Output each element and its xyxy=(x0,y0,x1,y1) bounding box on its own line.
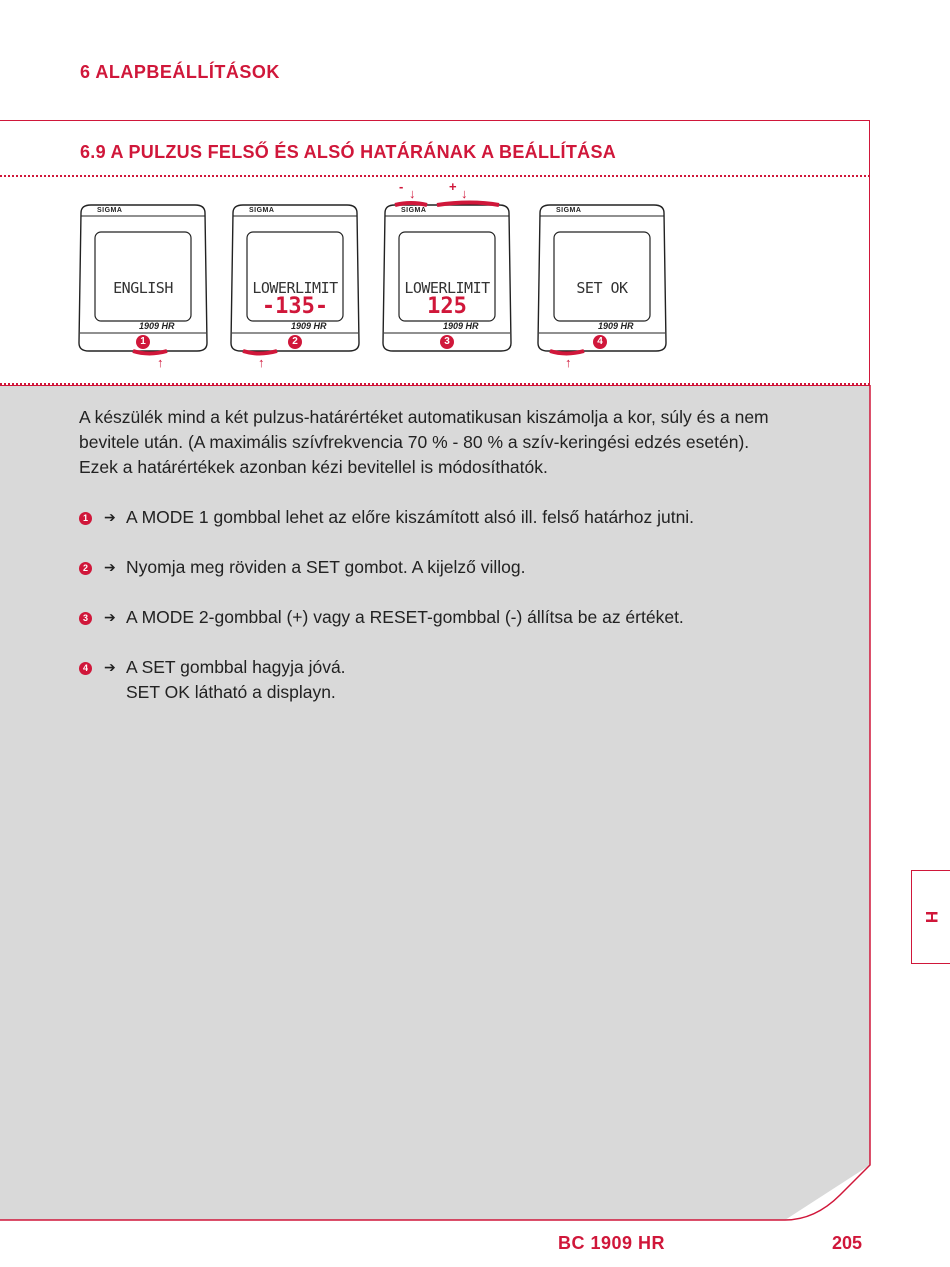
device-illustration-3 xyxy=(381,179,513,373)
arrow-up-icon: ↑ xyxy=(565,355,572,370)
language-tab[interactable] xyxy=(911,870,950,964)
device-illustration-2 xyxy=(229,203,361,373)
step-number: 4 xyxy=(79,662,92,675)
model-label: 1909 HR xyxy=(139,321,175,331)
intro-line: bevitele után. (A maximális szívfrekvencia 70 % - 80 % a szív-keringési edzés esetén). xyxy=(79,432,750,452)
arrow-down-icon: ↓ xyxy=(461,186,468,201)
intro-line: A készülék mind a két pulzus-határértéket automatikusan kiszámolja a kor, súly és a nem xyxy=(79,407,769,427)
arrow-right-icon: ➔ xyxy=(104,509,116,525)
step-number: 3 xyxy=(79,612,92,625)
step-text: A SET gombbal hagyja jóvá. xyxy=(126,657,346,677)
model-label: 1909 HR xyxy=(291,321,327,331)
step-badge: 2 xyxy=(288,335,302,349)
arrow-down-icon: ↓ xyxy=(409,186,416,201)
step-text: Nyomja meg röviden a SET gombot. A kijelző villog. xyxy=(126,557,526,577)
step-item-3 xyxy=(79,605,684,630)
step-item-4 xyxy=(79,655,346,705)
arrow-right-icon: ➔ xyxy=(104,659,116,675)
step-badge: 4 xyxy=(593,335,607,349)
step-text: A MODE 1 gombbal lehet az előre kiszámított alsó ill. felső határhoz jutni. xyxy=(126,507,695,527)
brand-logo: SIGMA xyxy=(401,207,427,214)
footer-model: BC 1909 HR xyxy=(558,1233,666,1253)
lcd-line-1: ENGLISH xyxy=(113,279,173,297)
lcd-value-blinking: -135- xyxy=(261,294,329,319)
device-illustration-1 xyxy=(77,203,209,373)
arrow-up-icon: ↑ xyxy=(157,355,164,370)
brand-logo: SIGMA xyxy=(249,207,275,214)
step-number: 1 xyxy=(79,512,92,525)
arrow-right-icon: ➔ xyxy=(104,609,116,625)
step-text: A MODE 2-gombbal (+) vagy a RESET-gombbal (-) állítsa be az értéket. xyxy=(126,607,684,627)
intro-line: Ezek a határértékek azonban kézi bevitellel is módosíthatók. xyxy=(79,457,548,477)
brand-logo: SIGMA xyxy=(556,207,582,214)
lcd-value: 125 xyxy=(427,294,467,319)
step-number: 2 xyxy=(79,562,92,575)
step-item-2 xyxy=(79,555,525,580)
lcd-line-1: LOWERLIMIT xyxy=(404,279,490,297)
minus-label: - xyxy=(399,179,404,194)
model-label: 1909 HR xyxy=(598,321,634,331)
divider-bottom xyxy=(0,383,870,385)
lcd-line-1: SET OK xyxy=(576,279,628,297)
step-item-1 xyxy=(79,505,694,530)
intro-paragraph xyxy=(79,405,839,480)
model-label: 1909 HR xyxy=(443,321,479,331)
step-badge: 1 xyxy=(136,335,150,349)
divider-top xyxy=(0,175,870,177)
section-title: 6.9 A PULZUS FELSŐ ÉS ALSÓ HATÁRÁNAK A BEÁLLÍTÁSA xyxy=(80,142,617,162)
chapter-heading: 6 ALAPBEÁLLÍTÁSOK xyxy=(80,62,280,82)
arrow-right-icon: ➔ xyxy=(104,559,116,575)
page-number: 205 xyxy=(832,1233,863,1253)
device-illustration-4 xyxy=(536,203,668,373)
language-tab-label: H xyxy=(922,910,941,924)
step-text-continued: SET OK látható a displayn. xyxy=(126,682,336,702)
step-badge: 3 xyxy=(440,335,454,349)
brand-logo: SIGMA xyxy=(97,207,123,214)
lcd-line-1: LOWERLIMIT xyxy=(252,279,338,297)
arrow-up-icon: ↑ xyxy=(258,355,265,370)
step-text-block xyxy=(126,655,346,705)
plus-label: + xyxy=(449,179,457,194)
